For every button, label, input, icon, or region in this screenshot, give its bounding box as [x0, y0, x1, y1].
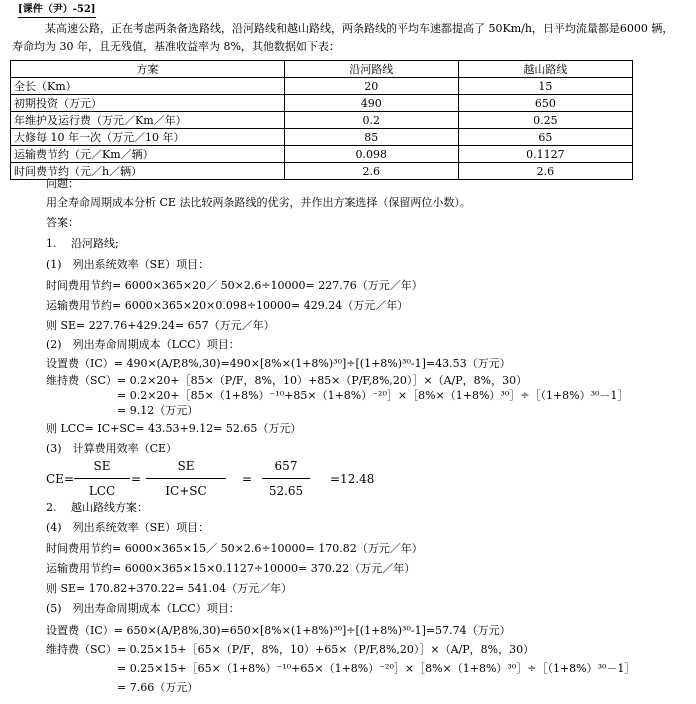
- ce-numerator: 657: [274, 459, 298, 473]
- ce-numerator: SE: [93, 459, 111, 473]
- row-label: 时间费节约（元／h／辆）: [11, 163, 285, 180]
- calc-line: 运输费用节约= 6000×365×15×0.1127÷10000= 370.22（万元／年）: [46, 562, 416, 575]
- cell-value: 2.6: [458, 163, 632, 180]
- ce-denominator: 52.65: [268, 484, 304, 498]
- equals-sign: =: [242, 472, 253, 486]
- question-text: 用全寿命周期成本分析 CE 法比较两条路线的优劣，并作出方案选择（保留两位小数）。: [46, 196, 471, 209]
- cell-value: 0.1127: [458, 146, 632, 163]
- row-label: 全长（Km）: [11, 78, 285, 95]
- calc-line: 维持费（SC）= 0.2×20+［85×（P/F，8%，10）+85×（P/F,8%,20）］×（A/P，8%，30）: [46, 374, 528, 387]
- calc-line: = 9.12（万元）: [117, 404, 199, 417]
- table-row: [11, 163, 633, 180]
- calc-line: 设置费（IC）= 650×(A/P,8%,30)=650×[8%×(1+8%)³⁰]÷[(1+8%)³⁰-1]=57.74（万元）: [46, 624, 511, 637]
- answer-label: 答案：: [46, 216, 79, 229]
- ce-denominator: LCC: [88, 484, 116, 498]
- cell-value: 0.098: [284, 146, 458, 163]
- header-cell: 方案: [11, 61, 285, 78]
- header-cell: 越山路线: [458, 61, 632, 78]
- cell-value: 85: [284, 129, 458, 146]
- problem-intro: 某高速公路，正在考虑两条备选路线，沿河路线和越山路线，两条路线的平均车速都提高了 50Km/h，日平均流量都是6000 辆，寿命均为 30 年，且无残值，基准收益率为 8%，其他数据如下表：: [12, 22, 674, 53]
- row-label: 运输费节约（元／Km／辆）: [11, 146, 285, 163]
- cell-value: 2.6: [284, 163, 458, 180]
- table-row: [11, 129, 633, 146]
- calc-line: 时间费用节约= 6000×365×20／ 50×2.6÷10000= 227.76（万元／年）: [46, 279, 423, 292]
- ce-denominator: IC+SC: [165, 484, 207, 498]
- data-table: [10, 60, 633, 180]
- calc-line: 运输费用节约= 6000×365×20×0.098÷10000= 429.24（万元／年）: [46, 299, 409, 312]
- table-row: [11, 146, 633, 163]
- cell-value: 20: [284, 78, 458, 95]
- section-heading: 1. 沿河路线;: [46, 237, 119, 250]
- row-label: 年维护及运行费（万元／Km／年）: [11, 112, 285, 129]
- header-cell: 沿河路线: [284, 61, 458, 78]
- cell-value: 490: [284, 95, 458, 112]
- fraction-bar: [262, 478, 310, 479]
- step-heading: (1) 列出系统效率（SE）项目：: [46, 258, 210, 271]
- cell-value: 65: [458, 129, 632, 146]
- step-heading: (5) 列出寿命周期成本（LCC）项目：: [46, 602, 240, 615]
- calc-line: = 7.66（万元）: [117, 681, 199, 694]
- calc-line: 则 SE= 227.76+429.24= 657（万元／年）: [46, 319, 275, 332]
- fraction-bar: [146, 478, 226, 479]
- row-label: 大修每 10 年一次（万元／10 年）: [11, 129, 285, 146]
- calc-line: = 0.2×20+［85×（1+8%）⁻¹⁰+85×（1+8%）⁻²⁰］×［8%×（1+8%）³⁰］÷［（1+8%）³⁰－1］: [117, 389, 629, 402]
- calc-line: 维持费（SC）= 0.25×15+［65×（P/F，8%，10）+65×（P/F,8%,20）］×（A/P，8%，30）: [46, 643, 535, 656]
- calc-line: = 0.25×15+［65×（1+8%）⁻¹⁰+65×（1+8%）⁻²⁰］×［8%×（1+8%）³⁰］÷［（1+8%）³⁰－1］: [117, 662, 636, 675]
- ce-lhs: CE=: [46, 472, 74, 486]
- table-row: [11, 78, 633, 95]
- table-header-row: [11, 61, 633, 78]
- equals-sign: =: [131, 472, 142, 486]
- cell-value: 650: [458, 95, 632, 112]
- question-label: 问题：: [46, 177, 79, 190]
- table-row: [11, 112, 633, 129]
- cell-value: 15: [458, 78, 632, 95]
- calc-line: 设置费（IC）= 490×(A/P,8%,30)=490×[8%×(1+8%)³⁰]÷[(1+8%)³⁰-1]=43.53（万元）: [46, 357, 511, 370]
- calc-line: 则 SE= 170.82+370.22= 541.04（万元／年）: [46, 582, 293, 595]
- step-heading: (4) 列出系统效率（SE）项目：: [46, 521, 210, 534]
- calc-line: 则 LCC= IC+SC= 43.53+9.12= 52.65（万元）: [46, 422, 302, 435]
- table-row: [11, 95, 633, 112]
- ce-result: =12.48: [330, 472, 375, 486]
- ce-numerator: SE: [177, 459, 195, 473]
- step-heading: (3) 计算费用效率（CE）: [46, 442, 178, 455]
- section-heading: 2. 越山路线方案：: [46, 501, 148, 514]
- fraction-bar: [74, 478, 130, 479]
- row-label: 初期投资（万元）: [11, 95, 285, 112]
- cell-value: 0.25: [458, 112, 632, 129]
- calc-line: 时间费用节约= 6000×365×15／ 50×2.6÷10000= 170.82（万元／年）: [46, 542, 423, 555]
- step-heading: (2) 列出寿命周期成本（LCC）项目：: [46, 338, 240, 351]
- document-tag: [课件（尹）-52]: [18, 3, 96, 18]
- cell-value: 0.2: [284, 112, 458, 129]
